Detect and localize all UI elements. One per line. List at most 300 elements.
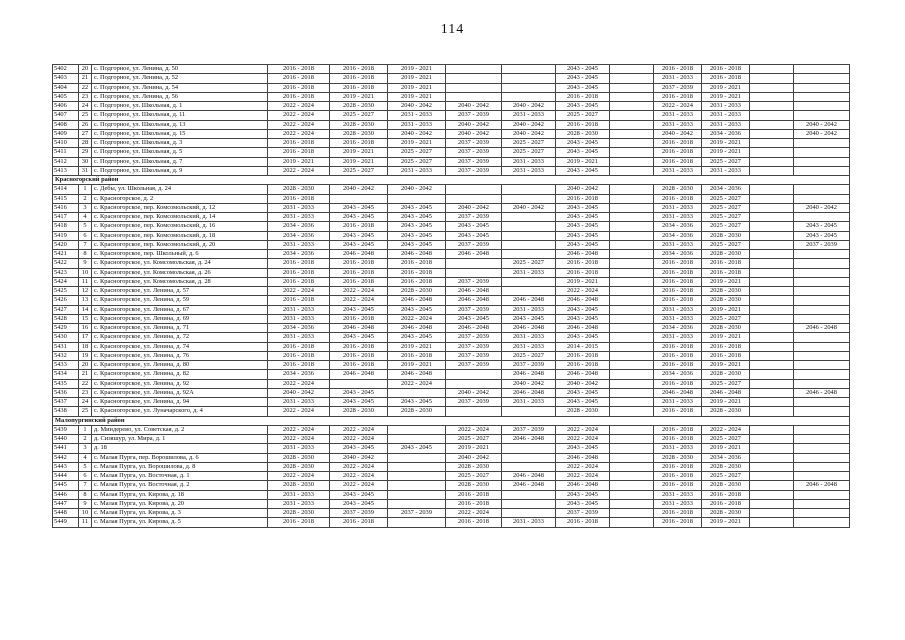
period-cell: 2040 - 2042 (502, 203, 556, 212)
period-cell: 2016 - 2018 (556, 351, 610, 360)
row-number-cell: 11 (79, 277, 92, 286)
period-cell: 2031 - 2033 (502, 333, 556, 342)
period-cell (794, 139, 850, 148)
period-cell (446, 92, 502, 101)
row-id-cell: 5413 (53, 166, 79, 175)
period-cell: 2016 - 2018 (654, 157, 702, 166)
period-cell (794, 102, 850, 111)
period-cell: 2016 - 2018 (556, 194, 610, 203)
period-cell: 2028 - 2030 (702, 287, 750, 296)
period-cell: 2040 - 2042 (794, 120, 850, 129)
period-cell: 2040 - 2042 (388, 129, 446, 138)
period-cell: 2019 - 2021 (702, 398, 750, 407)
period-cell: 2016 - 2018 (446, 518, 502, 527)
period-cell: 2025 - 2027 (502, 259, 556, 268)
period-cell (610, 65, 654, 74)
period-cell (502, 287, 556, 296)
period-cell: 2043 - 2045 (556, 398, 610, 407)
period-cell (388, 194, 446, 203)
row-id-cell: 5404 (53, 83, 79, 92)
row-id-cell: 5441 (53, 444, 79, 453)
period-cell: 2046 - 2048 (556, 481, 610, 490)
period-cell (502, 250, 556, 259)
period-cell: 2034 - 2036 (702, 453, 750, 462)
period-cell (750, 388, 794, 397)
row-number-cell: 1 (79, 425, 92, 434)
period-cell: 2016 - 2018 (654, 425, 702, 434)
period-cell: 2025 - 2027 (702, 240, 750, 249)
period-cell: 2014 - 2015 (556, 342, 610, 351)
period-cell: 2016 - 2018 (446, 499, 502, 508)
period-cell (502, 92, 556, 101)
period-cell (794, 268, 850, 277)
row-id-cell: 5419 (53, 231, 79, 240)
period-cell (502, 74, 556, 83)
row-number-cell: 31 (79, 166, 92, 175)
period-cell: 2016 - 2018 (702, 65, 750, 74)
row-id-cell: 5430 (53, 333, 79, 342)
period-cell: 2040 - 2042 (446, 203, 502, 212)
address-cell: с. Подгорное, ул. Ленина, д. 56 (92, 92, 268, 101)
period-cell: 2025 - 2027 (388, 157, 446, 166)
period-cell (610, 222, 654, 231)
period-cell: 2019 - 2021 (388, 342, 446, 351)
row-number-cell: 23 (79, 92, 92, 101)
period-cell: 2031 - 2033 (268, 240, 330, 249)
row-number-cell: 8 (79, 490, 92, 499)
table-row (53, 213, 850, 222)
period-cell: 2022 - 2024 (330, 472, 388, 481)
row-id-cell: 5425 (53, 287, 79, 296)
period-cell: 2046 - 2048 (330, 250, 388, 259)
period-cell: 2016 - 2018 (654, 65, 702, 74)
period-cell: 2037 - 2039 (446, 361, 502, 370)
period-cell: 2025 - 2027 (702, 379, 750, 388)
period-cell (446, 370, 502, 379)
period-cell (750, 509, 794, 518)
period-cell: 2040 - 2042 (502, 129, 556, 138)
period-cell (388, 462, 446, 471)
period-cell: 2031 - 2033 (654, 499, 702, 508)
period-cell: 2043 - 2045 (556, 102, 610, 111)
row-number-cell: 29 (79, 148, 92, 157)
period-cell: 2031 - 2033 (654, 240, 702, 249)
period-cell: 2016 - 2018 (556, 268, 610, 277)
row-id-cell: 5407 (53, 111, 79, 120)
period-cell: 2046 - 2048 (446, 250, 502, 259)
period-cell: 2031 - 2033 (388, 111, 446, 120)
period-cell: 2016 - 2018 (330, 361, 388, 370)
table-row (53, 435, 850, 444)
period-cell (794, 148, 850, 157)
period-cell: 2025 - 2027 (446, 472, 502, 481)
period-cell (610, 102, 654, 111)
period-cell: 2019 - 2021 (330, 157, 388, 166)
period-cell (794, 74, 850, 83)
period-cell: 2043 - 2045 (330, 305, 388, 314)
period-cell (750, 259, 794, 268)
period-cell (750, 490, 794, 499)
address-cell: с. Красногорское, пер. Комсомольский, д. 18 (92, 231, 268, 240)
period-cell: 2046 - 2048 (556, 296, 610, 305)
period-cell: 2043 - 2045 (556, 305, 610, 314)
period-cell (330, 194, 388, 203)
period-cell: 2025 - 2027 (330, 166, 388, 175)
row-number-cell: 27 (79, 129, 92, 138)
period-cell: 2025 - 2027 (702, 203, 750, 212)
address-cell: с. Подгорное, ул. Ленина, д. 54 (92, 83, 268, 92)
period-cell (750, 268, 794, 277)
address-cell: с. Красногорское, ул. Ленина, д. 82 (92, 370, 268, 379)
row-number-cell: 28 (79, 139, 92, 148)
period-cell: 2034 - 2036 (268, 231, 330, 240)
period-cell: 2034 - 2036 (654, 324, 702, 333)
period-cell: 2034 - 2036 (654, 370, 702, 379)
period-cell: 2037 - 2039 (446, 148, 502, 157)
table-row (53, 102, 850, 111)
period-cell: 2016 - 2018 (268, 268, 330, 277)
table-row (53, 518, 850, 527)
period-cell: 2019 - 2021 (702, 83, 750, 92)
period-cell: 2016 - 2018 (268, 351, 330, 360)
row-number-cell: 21 (79, 74, 92, 83)
period-cell: 2022 - 2024 (268, 166, 330, 175)
address-cell: с. Подгорное, ул. Ленина, д. 50 (92, 65, 268, 74)
period-cell: 2022 - 2024 (388, 379, 446, 388)
row-id-cell: 5434 (53, 370, 79, 379)
period-cell (750, 65, 794, 74)
period-cell: 2022 - 2024 (330, 287, 388, 296)
period-cell (750, 277, 794, 286)
period-cell (750, 129, 794, 138)
period-cell: 2043 - 2045 (388, 213, 446, 222)
period-cell (388, 499, 446, 508)
period-cell: 2031 - 2033 (268, 305, 330, 314)
period-cell: 2022 - 2024 (330, 296, 388, 305)
period-cell (610, 305, 654, 314)
period-cell: 2040 - 2042 (446, 129, 502, 138)
period-cell: 2028 - 2030 (330, 407, 388, 416)
period-cell (610, 398, 654, 407)
table-row (53, 407, 850, 416)
period-cell: 2016 - 2018 (268, 194, 330, 203)
period-cell (610, 203, 654, 212)
period-cell: 2046 - 2048 (446, 287, 502, 296)
row-number-cell: 21 (79, 370, 92, 379)
period-cell (750, 287, 794, 296)
period-cell: 2031 - 2033 (502, 305, 556, 314)
period-cell (750, 74, 794, 83)
row-id-cell: 5449 (53, 518, 79, 527)
period-cell (610, 388, 654, 397)
period-cell: 2043 - 2045 (388, 305, 446, 314)
address-cell: с. Красногорское, пер. Комсомольский, д. 20 (92, 240, 268, 249)
period-cell: 2016 - 2018 (268, 139, 330, 148)
period-cell (446, 185, 502, 194)
period-cell: 2028 - 2030 (702, 509, 750, 518)
period-cell: 2016 - 2018 (654, 268, 702, 277)
section-header-row (53, 176, 850, 185)
row-id-cell: 5418 (53, 222, 79, 231)
period-cell: 2016 - 2018 (654, 379, 702, 388)
period-cell (750, 120, 794, 129)
period-cell: 2016 - 2018 (702, 268, 750, 277)
row-number-cell: 7 (79, 240, 92, 249)
period-cell: 2016 - 2018 (330, 351, 388, 360)
period-cell (388, 472, 446, 481)
period-cell: 2031 - 2033 (502, 157, 556, 166)
table-row (53, 453, 850, 462)
period-cell (750, 351, 794, 360)
period-cell (446, 268, 502, 277)
period-cell: 2028 - 2030 (268, 453, 330, 462)
period-cell (750, 472, 794, 481)
period-cell (794, 379, 850, 388)
period-cell: 2016 - 2018 (268, 92, 330, 101)
row-number-cell: 9 (79, 259, 92, 268)
period-cell (610, 361, 654, 370)
period-cell (388, 388, 446, 397)
period-cell: 2016 - 2018 (556, 518, 610, 527)
period-cell (794, 157, 850, 166)
period-cell (388, 490, 446, 499)
address-cell: с. Красногорское, ул. Ленина, д. 92 (92, 379, 268, 388)
period-cell: 2016 - 2018 (330, 65, 388, 74)
row-id-cell: 5424 (53, 277, 79, 286)
period-cell (610, 231, 654, 240)
address-cell: с. Малая Пурга, ул. Восточная, д. 1 (92, 472, 268, 481)
period-cell: 2016 - 2018 (330, 139, 388, 148)
period-cell: 2034 - 2036 (268, 324, 330, 333)
period-cell: 2028 - 2030 (702, 250, 750, 259)
row-id-cell: 5408 (53, 120, 79, 129)
period-cell: 2040 - 2042 (446, 453, 502, 462)
row-number-cell: 22 (79, 83, 92, 92)
address-cell: с. Красногорское, ул. Ленина, д. 69 (92, 314, 268, 323)
table-row (53, 194, 850, 203)
table-row (53, 92, 850, 101)
period-cell: 2043 - 2045 (388, 240, 446, 249)
row-number-cell: 9 (79, 499, 92, 508)
period-cell: 2028 - 2030 (330, 120, 388, 129)
row-id-cell: 5448 (53, 509, 79, 518)
period-cell: 2046 - 2048 (502, 296, 556, 305)
row-id-cell: 5406 (53, 102, 79, 111)
period-cell (610, 296, 654, 305)
period-cell: 2043 - 2045 (446, 222, 502, 231)
period-cell: 2031 - 2033 (654, 213, 702, 222)
period-cell: 2031 - 2033 (654, 203, 702, 212)
row-id-cell: 5427 (53, 305, 79, 314)
period-cell: 2016 - 2018 (330, 518, 388, 527)
period-cell: 2037 - 2039 (446, 277, 502, 286)
period-cell: 2028 - 2030 (556, 407, 610, 416)
period-cell: 2016 - 2018 (654, 351, 702, 360)
period-cell: 2019 - 2021 (702, 518, 750, 527)
period-cell: 2031 - 2033 (654, 333, 702, 342)
period-cell: 2037 - 2039 (446, 342, 502, 351)
address-cell: с. Дебы, ул. Школьная, д. 24 (92, 185, 268, 194)
period-cell: 2016 - 2018 (268, 296, 330, 305)
row-id-cell: 5440 (53, 435, 79, 444)
period-cell: 2043 - 2045 (388, 444, 446, 453)
section-title: Малопургинский район (53, 416, 850, 425)
table-row (53, 111, 850, 120)
period-cell: 2043 - 2045 (556, 222, 610, 231)
period-cell: 2016 - 2018 (654, 194, 702, 203)
period-cell: 2019 - 2021 (388, 65, 446, 74)
period-cell: 2022 - 2024 (268, 287, 330, 296)
period-cell (388, 425, 446, 434)
period-cell (750, 462, 794, 471)
address-cell: с. Красногорское, ул. Ленина, д. 92А (92, 388, 268, 397)
period-cell: 2025 - 2027 (702, 314, 750, 323)
table-row (53, 139, 850, 148)
period-cell: 2025 - 2027 (446, 435, 502, 444)
period-cell (330, 379, 388, 388)
row-id-cell: 5429 (53, 324, 79, 333)
row-number-cell: 22 (79, 379, 92, 388)
period-cell: 2025 - 2027 (502, 351, 556, 360)
period-cell: 2043 - 2045 (330, 203, 388, 212)
row-id-cell: 5409 (53, 129, 79, 138)
period-cell: 2022 - 2024 (268, 129, 330, 138)
period-cell (610, 111, 654, 120)
period-cell (750, 398, 794, 407)
table-row (53, 509, 850, 518)
period-cell: 2031 - 2033 (702, 102, 750, 111)
period-cell (610, 129, 654, 138)
period-cell (794, 361, 850, 370)
period-cell: 2043 - 2045 (556, 388, 610, 397)
row-id-cell: 5423 (53, 268, 79, 277)
period-cell (610, 342, 654, 351)
period-cell: 2016 - 2018 (330, 342, 388, 351)
period-cell (610, 490, 654, 499)
row-number-cell: 23 (79, 388, 92, 397)
period-cell: 2034 - 2036 (654, 250, 702, 259)
table-row (53, 74, 850, 83)
period-cell (388, 481, 446, 490)
period-cell: 2025 - 2027 (556, 111, 610, 120)
period-cell: 2028 - 2030 (446, 481, 502, 490)
period-cell: 2016 - 2018 (388, 259, 446, 268)
period-cell (750, 296, 794, 305)
period-cell (610, 74, 654, 83)
period-cell: 2016 - 2018 (268, 148, 330, 157)
row-id-cell: 5411 (53, 148, 79, 157)
address-cell: д. Миндерево, ул. Советская, д. 2 (92, 425, 268, 434)
period-cell: 2016 - 2018 (654, 462, 702, 471)
period-cell: 2043 - 2045 (556, 74, 610, 83)
table-row (53, 259, 850, 268)
period-cell (750, 342, 794, 351)
row-id-cell: 5433 (53, 361, 79, 370)
row-number-cell: 24 (79, 102, 92, 111)
period-cell: 2025 - 2027 (702, 157, 750, 166)
period-cell: 2043 - 2045 (556, 240, 610, 249)
period-cell (750, 83, 794, 92)
period-cell (502, 194, 556, 203)
period-cell: 2031 - 2033 (654, 305, 702, 314)
period-cell: 2022 - 2024 (330, 435, 388, 444)
period-cell: 2040 - 2042 (502, 379, 556, 388)
period-cell: 2031 - 2033 (388, 120, 446, 129)
period-cell (750, 361, 794, 370)
row-id-cell: 5421 (53, 250, 79, 259)
period-cell: 2031 - 2033 (502, 166, 556, 175)
period-cell: 2025 - 2027 (702, 213, 750, 222)
period-cell: 2043 - 2045 (556, 65, 610, 74)
address-cell: с. Красногорское, ул. Ленина, д. 76 (92, 351, 268, 360)
address-cell: с. Красногорское, ул. Луначарского, д. 4 (92, 407, 268, 416)
period-cell: 2043 - 2045 (388, 398, 446, 407)
table-body (53, 65, 850, 528)
table-row (53, 231, 850, 240)
row-number-cell: 7 (79, 481, 92, 490)
period-cell: 2019 - 2021 (702, 333, 750, 342)
row-id-cell: 5405 (53, 92, 79, 101)
period-cell: 2040 - 2042 (446, 388, 502, 397)
period-cell: 2031 - 2033 (268, 203, 330, 212)
period-cell: 2028 - 2030 (702, 370, 750, 379)
address-cell: с. Красногорское, д. 2 (92, 194, 268, 203)
period-cell: 2031 - 2033 (268, 444, 330, 453)
period-cell: 2016 - 2018 (446, 490, 502, 499)
row-id-cell: 5428 (53, 314, 79, 323)
row-id-cell: 5417 (53, 213, 79, 222)
row-number-cell: 10 (79, 268, 92, 277)
period-cell: 2031 - 2033 (502, 518, 556, 527)
period-cell: 2037 - 2039 (556, 509, 610, 518)
table-row (53, 361, 850, 370)
period-cell: 2019 - 2021 (388, 139, 446, 148)
period-cell: 2046 - 2048 (446, 296, 502, 305)
period-cell (610, 481, 654, 490)
period-cell (794, 166, 850, 175)
period-cell (610, 370, 654, 379)
table-row (53, 185, 850, 194)
period-cell: 2025 - 2027 (330, 111, 388, 120)
period-cell: 2022 - 2024 (268, 111, 330, 120)
period-cell: 2016 - 2018 (654, 472, 702, 481)
period-cell: 2046 - 2048 (388, 324, 446, 333)
row-id-cell: 5431 (53, 342, 79, 351)
row-id-cell: 5410 (53, 139, 79, 148)
period-cell (610, 379, 654, 388)
period-cell: 2016 - 2018 (702, 259, 750, 268)
period-cell: 2043 - 2045 (556, 213, 610, 222)
period-cell: 2019 - 2021 (702, 148, 750, 157)
period-cell: 2016 - 2018 (654, 277, 702, 286)
period-cell: 2043 - 2045 (794, 222, 850, 231)
period-cell: 2028 - 2030 (330, 129, 388, 138)
period-cell: 2019 - 2021 (702, 305, 750, 314)
period-cell (794, 259, 850, 268)
table-row (53, 333, 850, 342)
row-id-cell: 5432 (53, 351, 79, 360)
period-cell: 2046 - 2048 (502, 481, 556, 490)
address-cell: с. Красногорское, пер. Комсомольский, д. 16 (92, 222, 268, 231)
period-cell: 2037 - 2039 (446, 111, 502, 120)
period-cell (794, 407, 850, 416)
period-cell: 2031 - 2033 (654, 490, 702, 499)
period-cell (610, 83, 654, 92)
period-cell: 2016 - 2018 (702, 490, 750, 499)
period-cell (750, 379, 794, 388)
period-cell: 2046 - 2048 (502, 388, 556, 397)
period-cell: 2022 - 2024 (268, 379, 330, 388)
